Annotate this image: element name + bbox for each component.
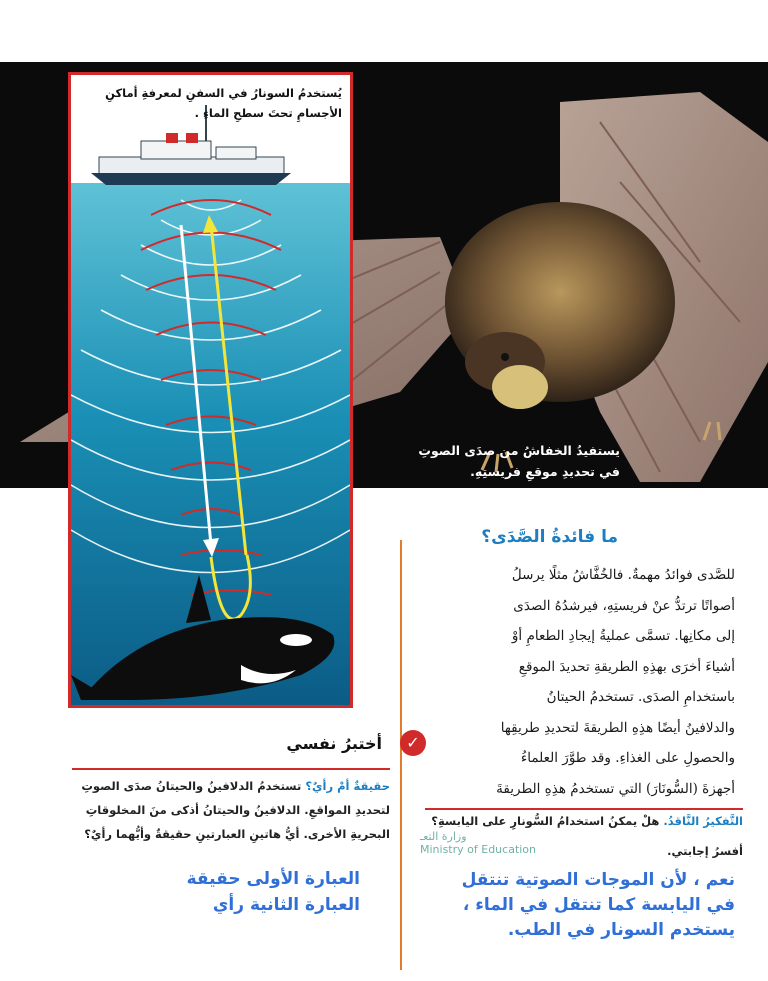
- section-body: [435, 560, 735, 804]
- watermark-line1: وزارة التعـ: [420, 830, 467, 843]
- bat-caption-line1: يستفيدُ الخفاشُ من صدَى الصوتِ: [418, 443, 620, 458]
- body-line: أصواتًا ترتدُّ عنْ فريستِهِ، فيرشدُهُ الصدَى: [513, 597, 735, 614]
- bat-caption-line2: في تحديدِ موقعِ فريستِهِ.: [470, 464, 620, 479]
- sonar-diagram: [68, 72, 353, 708]
- critical-thinking-label: التَّفكيرُ النَّاقدُ.: [663, 814, 743, 828]
- checkmark-icon: ✓: [400, 730, 426, 756]
- column-divider: [400, 540, 402, 970]
- bat-caption: [380, 440, 620, 482]
- body-line: والحصولِ على الغذاءِ. وقد طوَّرَ العلماءُ: [520, 750, 735, 766]
- body-line: أشياءَ أخرَى بهذِهِ الطريقةِ تحديدَ الموقعِ: [518, 658, 735, 675]
- body-line: للصَّدى فوائدُ مهمةٌ. فالخُفَّاشُ مثلًا يرسلُ: [511, 567, 735, 583]
- body-line: والدلافينُ أيضًا هذِهِ الطريقةَ لتحديدِ طريقِها: [500, 719, 735, 736]
- critical-thinking-question: [425, 814, 743, 828]
- self-test-rule: [72, 768, 390, 770]
- critical-thinking-answer: نعم ، لأن الموجات الصوتية تنتقل في اليابسة كما تنتقل في الماء ، يستخدم السونار في الطب.: [461, 870, 735, 940]
- self-test-title: أختبرُ نفسي: [286, 734, 382, 753]
- fact-or-opinion-label: حقيقةٌ أمْ رأيٌ؟: [305, 779, 390, 793]
- critical-thinking-text: هلْ يمكنُ استخدامُ السُّونارِ على اليابسةِ؟: [431, 814, 664, 828]
- critical-thinking-instruction: أفسرُ إجابتي.: [667, 844, 743, 858]
- fact-or-opinion-text: تستخدمُ الدلافينُ والحيتانُ صدَى الصوتِ لتحديدِ المواقعِ. الدلافينُ والحيتانُ أذكى منَ المخلوقاتِ البحريةِ الأخرى. أيُّ هاتينِ العبارتينِ حقيقةٌ وأيُّهما رأيٌ؟: [81, 779, 390, 841]
- watermark-line2: Ministry of Education: [420, 843, 537, 856]
- section-heading: ما فائدةُ الصَّدَى؟: [481, 527, 618, 547]
- answer-left-line1: العبارة الأولى حقيقة: [186, 869, 360, 889]
- answer-left-line2: العبارة الثانية رأي: [212, 895, 360, 915]
- critical-rule: [425, 808, 743, 810]
- sonar-caption: يُستخدمُ السونارُ في السفنِ لمعرفةِ أماكنِ الأجسامِ تحتَ سطحِ الماءِ .: [105, 86, 342, 120]
- body-line: إلى مكانِها. تسمَّى عمليةُ إيجادِ الطعامِ أوْ: [511, 628, 735, 644]
- sonar-illustration: [71, 75, 350, 705]
- body-line: أجهزةَ (السُّونَارَ) التي تستخدمُ هذِهِ الطريقةَ: [496, 780, 735, 797]
- fact-or-opinion-answer: [150, 866, 360, 918]
- ministry-watermark: [420, 830, 536, 856]
- fact-or-opinion-question: [72, 774, 390, 846]
- body-line: باستخدامِ الصدَى. تستخدمُ الحيتانُ: [546, 689, 735, 705]
